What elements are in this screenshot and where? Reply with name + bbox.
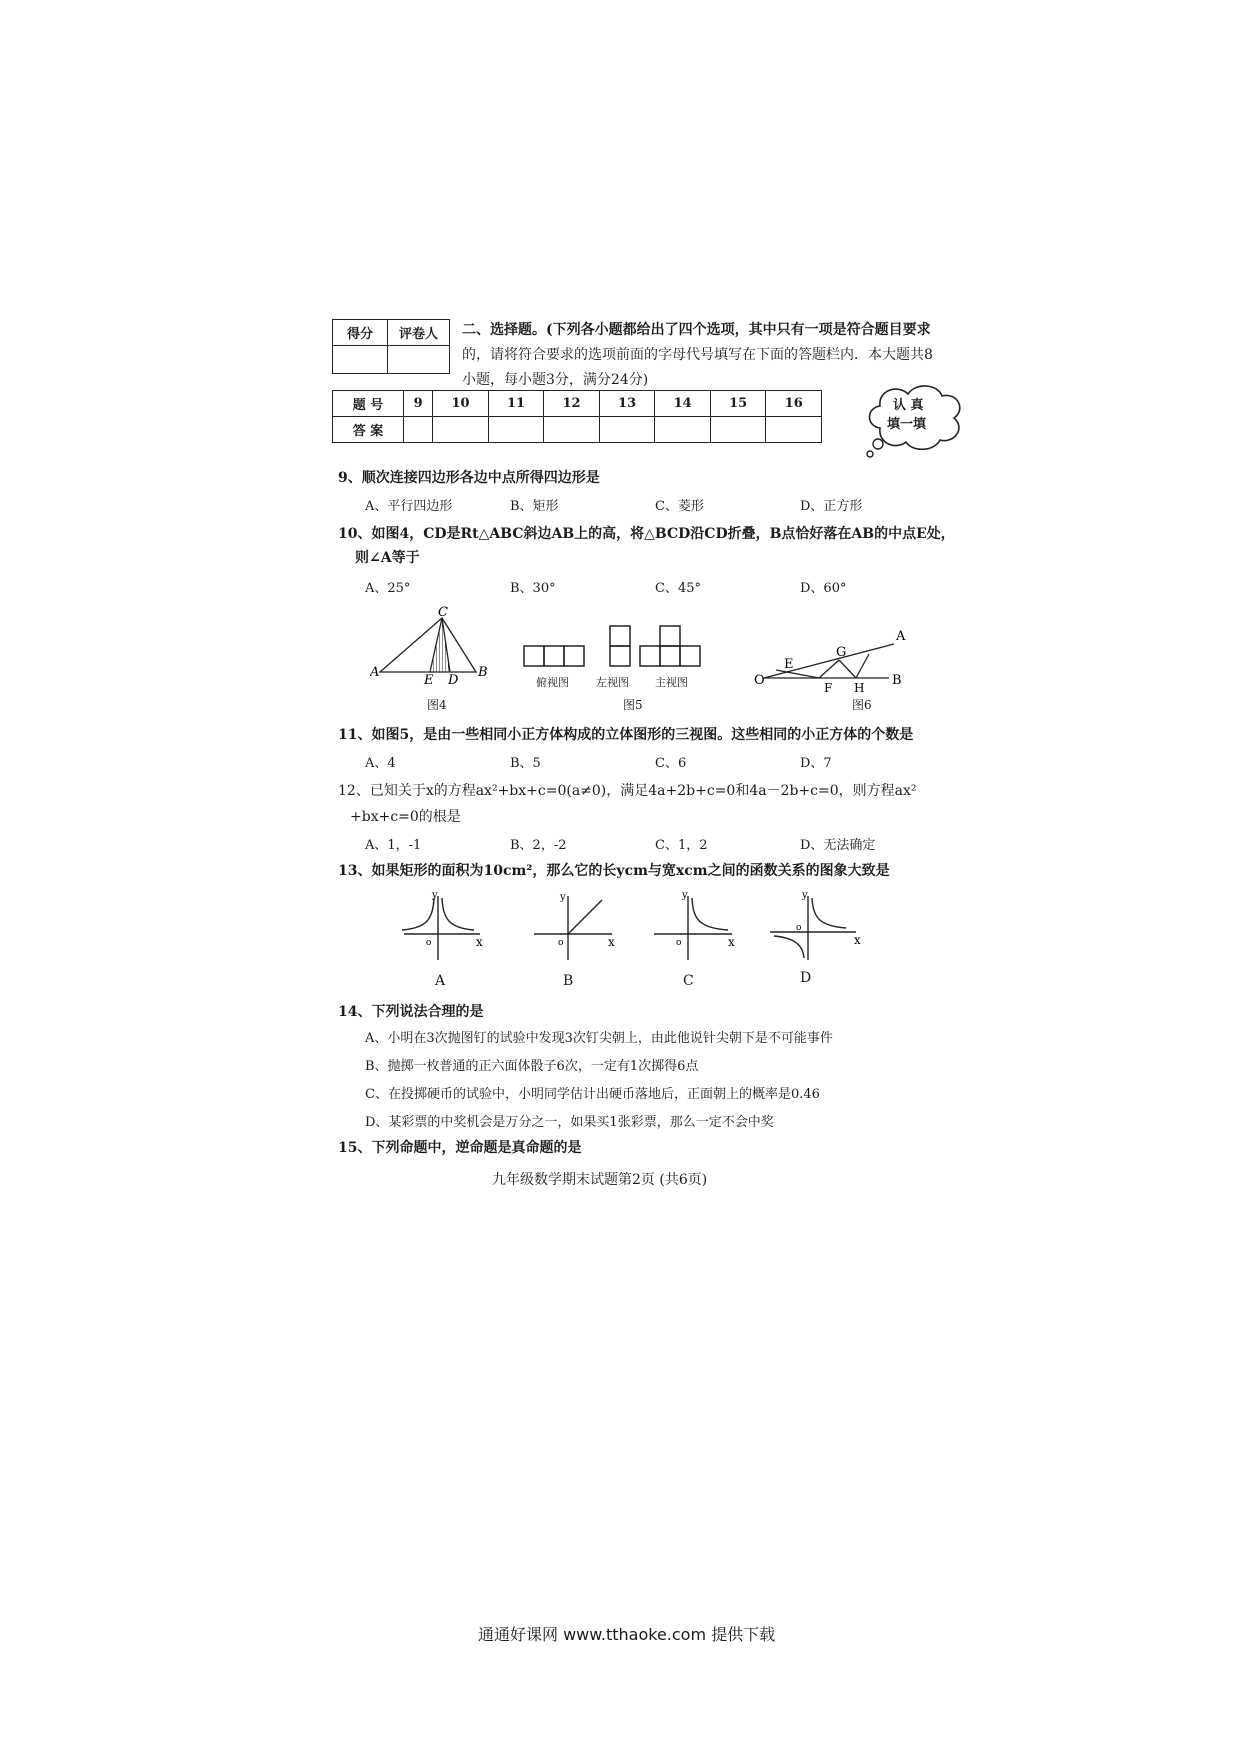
fig4-caption: 图4 [427,698,447,712]
cloud-text-2: 填一填 [887,417,927,432]
grader-header: 评卷人 [388,320,450,346]
question-number-12: 12 [544,391,600,417]
section-line-1: 二、选择题。(下列各小题都给出了四个选项，其中只有一项是符合题目要求 [462,322,931,338]
graph-a-y: y [432,890,438,901]
graph-c-o: o [676,938,682,948]
graph-b-y: y [560,892,566,903]
graph-b-o: o [558,938,564,948]
graph-c-y: y [682,890,688,901]
fig6-label-f: F [824,681,833,695]
answer-cell-12[interactable] [544,417,600,443]
figure-6 [754,626,914,696]
question-number-15: 15 [710,391,766,417]
question-number-16: 16 [766,391,822,417]
fig4-label-d: D [448,673,459,686]
q13-graph-c-label: C [683,973,694,989]
fig6-label-h: H [854,681,865,695]
answer-cell-16[interactable] [766,417,822,443]
graph-b-x: x [608,935,615,949]
fig4-label-b: B [478,665,488,680]
q11-option-b: B、5 [510,756,541,771]
answer-table [332,390,822,443]
section-line-2: 的，请将符合要求的选项前面的字母代号填写在下面的答题栏内．本大题共8 [462,347,933,363]
q10-stem-1: 10、如图4，CD是Rt△ABC斜边AB上的高，将△BCD沿CD折叠，B点恰好落在AB的中点E处， [338,526,955,542]
fig6-label-o: O [754,673,765,688]
question-number-11: 11 [488,391,544,417]
question-number-9: 9 [404,391,433,417]
fig5-view-top: 俯视图 [536,676,569,689]
q9-stem: 9、顺次连接四边形各边中点所得四边形是 [338,470,600,486]
q12-stem-1: 12、已知关于x的方程ax²+bx+c=0(a≠0)，满足4a+2b+c=0和4a－2b+c=0，则方程ax² [338,783,917,799]
fig5-view-front: 主视图 [655,676,688,689]
q14-option-b: B、抛掷一枚普通的正六面体骰子6次，一定有1次掷得6点 [365,1059,699,1074]
q13-graph-a [396,890,486,970]
q9-option-a: A、平行四边形 [365,499,453,514]
score-box [332,319,450,374]
grader-cell[interactable] [388,346,450,374]
fig6-caption: 图6 [852,698,872,712]
answer-cell-10[interactable] [433,417,489,443]
q11-stem: 11、如图5，是由一些相同小正方体构成的立体图形的三视图。这些相同的小正方体的个数是 [338,727,914,743]
graph-d-o: o [796,923,802,933]
fig5-view-left: 左视图 [596,676,629,689]
score-header: 得分 [333,320,388,346]
q13-graph-d [766,890,866,970]
graph-d-y: y [802,890,808,901]
q14-stem: 14、下列说法合理的是 [338,1004,484,1020]
q14-option-a: A、小明在3次抛图钉的试验中发现3次钉尖朝上，由此他说针尖朝下是不可能事件 [365,1031,833,1046]
q9-option-d: D、正方形 [800,499,863,514]
q10-option-b: B、30° [510,581,556,596]
fig4-label-c: C [438,606,448,620]
q13-graph-b [520,890,620,970]
q10-stem-2: 则∠A等于 [355,550,420,566]
cloud-text-1: 认 真 [893,398,924,413]
fig6-label-e: E [784,657,794,672]
fig6-label-g: G [836,645,847,660]
fig6-label-a: A [896,629,906,644]
answer-cell-13[interactable] [599,417,655,443]
q12-stem-2: +bx+c=0的根是 [350,809,461,825]
q12-option-c: C、1，2 [655,838,708,853]
answer-cell-15[interactable] [710,417,766,443]
fig4-label-e: E [424,673,434,686]
fig5-caption: 图5 [623,698,643,712]
question-number-13: 13 [599,391,655,417]
answer-cell-11[interactable] [488,417,544,443]
site-footer: 通通好课网 www.tthaoke.com 提供下载 [478,1625,776,1644]
figure-5 [520,620,710,680]
q14-option-d: D、某彩票的中奖机会是万分之一，如果买1张彩票，那么一定不会中奖 [365,1115,774,1130]
q12-option-d: D、无法确定 [800,838,876,853]
page-footer: 九年级数学期末试题第2页 (共6页) [492,1172,708,1188]
question-number-14: 14 [655,391,711,417]
fig6-label-b: B [892,673,902,688]
answer-header: 答 案 [333,417,404,443]
graph-a-o: o [426,938,432,948]
q9-option-b: B、矩形 [510,499,559,514]
q10-option-c: C、45° [655,581,701,596]
question-number-header: 题 号 [333,391,404,417]
answer-cell-9[interactable] [404,417,433,443]
figure-4 [370,606,500,686]
q13-stem: 13、如果矩形的面积为10cm²，那么它的长ycm与宽xcm之间的函数关系的图象大致是 [338,863,890,879]
question-number-10: 10 [433,391,489,417]
q13-graph-d-label: D [800,970,812,986]
graph-c-x: x [728,935,735,949]
q11-option-c: C、6 [655,756,687,771]
q13-graph-c [648,890,738,970]
fig4-label-a: A [370,665,380,680]
q13-graph-a-label: A [435,973,446,989]
q13-graph-b-label: B [563,973,574,989]
q11-option-a: A、4 [365,756,396,771]
graph-a-x: x [476,935,483,949]
q15-stem: 15、下列命题中，逆命题是真命题的是 [338,1140,582,1156]
q11-option-d: D、7 [800,756,832,771]
section-line-3: 小题，每小题3分，满分24分) [462,372,649,388]
answer-cell-14[interactable] [655,417,711,443]
graph-d-x: x [854,933,861,947]
q9-option-c: C、菱形 [655,499,704,514]
q10-option-d: D、60° [800,581,847,596]
q12-option-a: A、1，-1 [365,838,422,853]
q10-option-a: A、25° [365,581,411,596]
q12-option-b: B、2，-2 [510,838,567,853]
score-cell[interactable] [333,346,388,374]
q14-option-c: C、在投掷硬币的试验中，小明同学估计出硬币落地后，正面朝上的概率是0.46 [365,1087,820,1102]
